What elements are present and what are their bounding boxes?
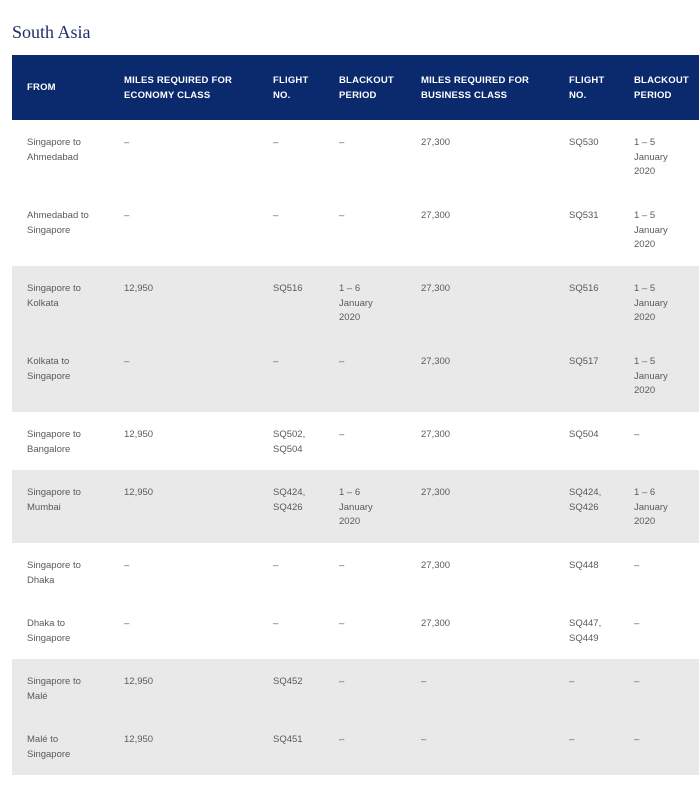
cell-economy-blackout: – xyxy=(339,560,345,571)
table-body xyxy=(12,120,699,775)
cell-economy-blackout: – xyxy=(339,734,345,745)
cell-business-miles: 27,300 xyxy=(421,356,451,367)
cell-economy-blackout: – xyxy=(339,676,345,687)
table-row xyxy=(12,717,699,775)
cell-economy-flight: – xyxy=(273,560,279,571)
cell-from: Singapore to Mumbai xyxy=(27,487,81,513)
cell-economy-blackout: – xyxy=(339,210,345,221)
header-economy-blackout: BLACKOUT PERIOD xyxy=(339,74,394,101)
cell-business-flight: – xyxy=(569,734,575,745)
cell-business-blackout: 1 – 5 January 2020 xyxy=(634,137,668,177)
cell-economy-blackout: 1 – 6 January 2020 xyxy=(339,487,373,527)
cell-economy-flight: SQ502, SQ504 xyxy=(273,429,306,455)
cell-economy-miles: – xyxy=(124,210,130,221)
cell-from: Singapore to Dhaka xyxy=(27,560,81,586)
cell-business-flight: – xyxy=(569,676,575,687)
cell-economy-blackout: – xyxy=(339,137,345,148)
cell-from: Singapore to Bangalore xyxy=(27,429,81,455)
cell-economy-flight: – xyxy=(273,618,279,629)
cell-economy-flight: SQ424, SQ426 xyxy=(273,487,306,513)
cell-economy-flight: SQ516 xyxy=(273,283,303,294)
cell-economy-miles: – xyxy=(124,137,130,148)
cell-economy-flight: SQ451 xyxy=(273,734,303,745)
header-from: FROM xyxy=(27,82,56,93)
cell-business-blackout: 1 – 5 January 2020 xyxy=(634,283,668,323)
cell-business-miles: 27,300 xyxy=(421,618,451,629)
table-row xyxy=(12,193,699,266)
cell-business-miles: 27,300 xyxy=(421,429,451,440)
cell-business-blackout: 1 – 6 January 2020 xyxy=(634,487,668,527)
cell-from: Malé to Singapore xyxy=(27,734,71,760)
table-header xyxy=(12,55,699,120)
cell-economy-miles: 12,950 xyxy=(124,734,154,745)
cell-business-miles: – xyxy=(421,734,427,745)
cell-business-flight: SQ517 xyxy=(569,356,599,367)
table-row xyxy=(12,470,699,543)
table-row xyxy=(12,266,699,339)
header-row xyxy=(12,55,699,120)
table-row xyxy=(12,339,699,412)
cell-economy-miles: 12,950 xyxy=(124,429,154,440)
cell-business-blackout: 1 – 5 January 2020 xyxy=(634,356,668,396)
cell-economy-flight: SQ452 xyxy=(273,676,303,687)
cell-business-flight: SQ447, SQ449 xyxy=(569,618,602,644)
cell-business-flight: SQ504 xyxy=(569,429,599,440)
table-row xyxy=(12,412,699,470)
cell-business-blackout: – xyxy=(634,560,640,571)
header-economy-miles: MILES REQUIRED FOR ECONOMY CLASS xyxy=(124,74,233,101)
cell-business-flight: SQ448 xyxy=(569,560,599,571)
cell-business-flight: SQ516 xyxy=(569,283,599,294)
cell-business-miles: 27,300 xyxy=(421,137,451,148)
cell-economy-flight: – xyxy=(273,210,279,221)
cell-business-flight: SQ531 xyxy=(569,210,599,221)
table-row xyxy=(12,659,699,717)
cell-business-blackout: – xyxy=(634,676,640,687)
cell-business-flight: SQ424, SQ426 xyxy=(569,487,602,513)
cell-economy-miles: 12,950 xyxy=(124,676,154,687)
cell-economy-blackout: 1 – 6 January 2020 xyxy=(339,283,373,323)
cell-economy-flight: – xyxy=(273,137,279,148)
cell-business-miles: 27,300 xyxy=(421,210,451,221)
cell-from: Dhaka to Singapore xyxy=(27,618,71,644)
page-title: South Asia xyxy=(12,22,91,42)
redemption-table xyxy=(12,55,699,775)
cell-economy-miles: – xyxy=(124,356,130,367)
cell-from: Singapore to Kolkata xyxy=(27,283,81,309)
cell-economy-miles: 12,950 xyxy=(124,487,154,498)
cell-business-blackout: – xyxy=(634,618,640,629)
cell-business-flight: SQ530 xyxy=(569,137,599,148)
cell-business-miles: – xyxy=(421,676,427,687)
cell-business-miles: 27,300 xyxy=(421,283,451,294)
cell-business-blackout: 1 – 5 January 2020 xyxy=(634,210,668,250)
cell-business-blackout: – xyxy=(634,734,640,745)
cell-from: Singapore to Malé xyxy=(27,676,81,702)
cell-economy-blackout: – xyxy=(339,356,345,367)
cell-economy-miles: 12,950 xyxy=(124,283,154,294)
header-economy-flight: FLIGHT NO. xyxy=(273,74,309,101)
cell-economy-blackout: – xyxy=(339,429,345,440)
header-business-flight: FLIGHT NO. xyxy=(569,74,605,101)
cell-economy-flight: – xyxy=(273,356,279,367)
header-business-miles: MILES REQUIRED FOR BUSINESS CLASS xyxy=(421,74,530,101)
cell-from: Ahmedabad to Singapore xyxy=(27,210,89,236)
cell-from: Singapore to Ahmedabad xyxy=(27,137,81,163)
table-row xyxy=(12,601,699,659)
cell-business-miles: 27,300 xyxy=(421,560,451,571)
cell-from: Kolkata to Singapore xyxy=(27,356,71,382)
header-business-blackout: BLACKOUT PERIOD xyxy=(634,74,689,101)
cell-business-blackout: – xyxy=(634,429,640,440)
table-row xyxy=(12,120,699,193)
table-row xyxy=(12,543,699,601)
cell-business-miles: 27,300 xyxy=(421,487,451,498)
cell-economy-miles: – xyxy=(124,560,130,571)
cell-economy-blackout: – xyxy=(339,618,345,629)
cell-economy-miles: – xyxy=(124,618,130,629)
